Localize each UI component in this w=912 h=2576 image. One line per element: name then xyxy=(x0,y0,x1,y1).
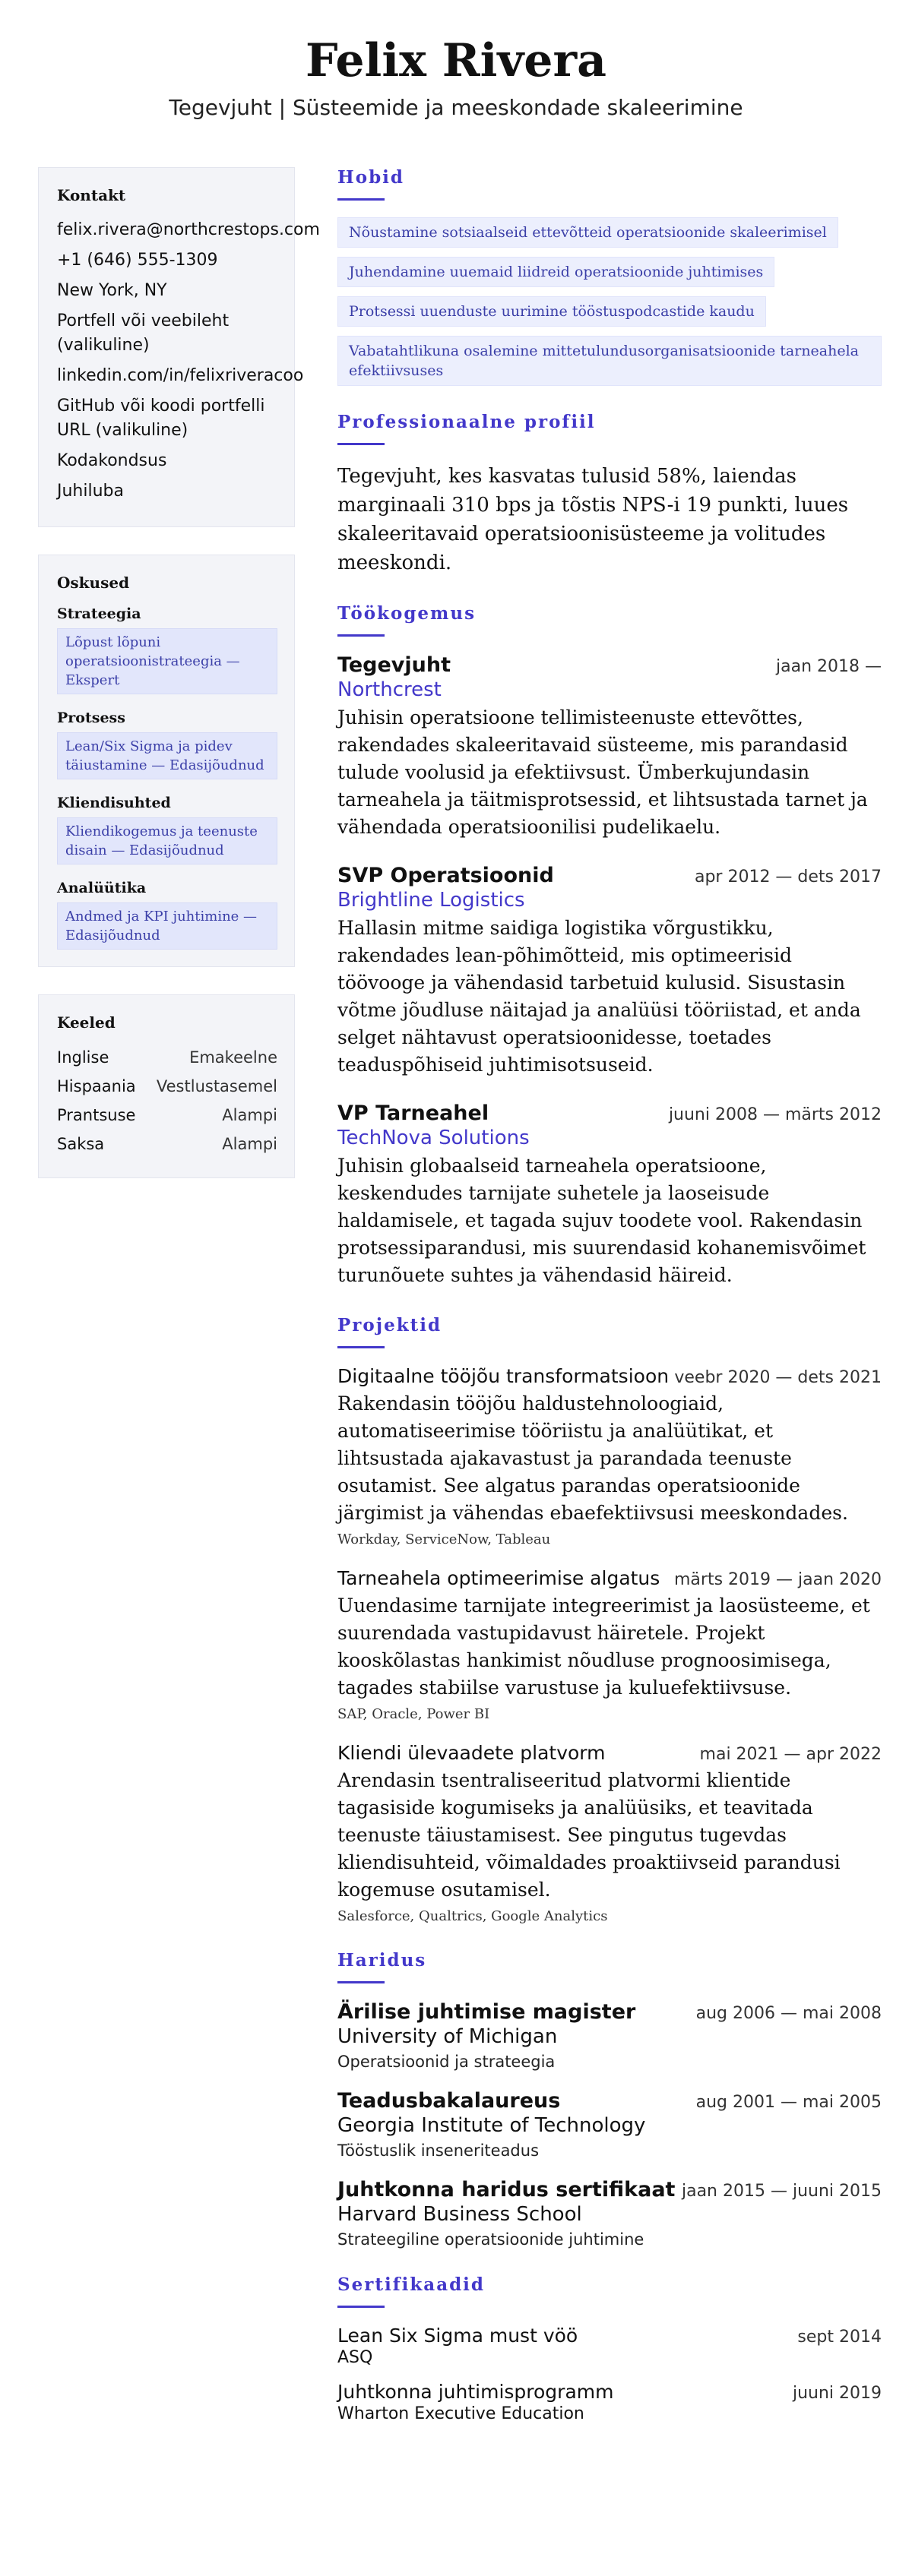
certification-date: sept 2014 xyxy=(797,2328,882,2347)
contact-phone[interactable]: +1 (646) 555-1309 xyxy=(57,251,218,270)
language-row xyxy=(57,1103,277,1127)
job-entry xyxy=(337,1102,882,1289)
hobby-list xyxy=(337,217,882,386)
project-title: Tarneahela optimeerimise algatus xyxy=(337,1567,660,1589)
hobby-chip: Protsessi uuenduste uurimine tööstuspodcastide kaudu xyxy=(337,296,766,327)
skill-group xyxy=(57,795,277,864)
certification-name: Juhtkonna juhtimisprogramm xyxy=(337,2381,614,2403)
education-date: aug 2006 — mai 2008 xyxy=(695,2004,882,2023)
certification-name: Lean Six Sigma must vöö xyxy=(337,2325,578,2347)
job-company: Northcrest xyxy=(337,678,442,701)
language-level: Alampi xyxy=(222,1106,277,1124)
skill-category: Kliendisuhted xyxy=(57,795,171,811)
contact-github: GitHub või koodi portfelli URL (valikuline) xyxy=(57,397,265,440)
contact-email[interactable]: felix.rivera@northcrestops.com xyxy=(57,220,320,239)
skill-chip: Lõpust lõpuni operatsioonistrateegia — Ekspert xyxy=(57,628,277,694)
profile-summary: Tegevjuht, kes kasvatas tulusid 58%, laiendas marginaali 310 bps ja tõstis NPS-i 19 punkti, luues skaleeritavaid operatsioonisüsteeme ja volitudes meeskondi. xyxy=(337,465,849,574)
project-entry xyxy=(337,1742,882,1924)
projects-section xyxy=(337,1315,882,1924)
education-school: University of Michigan xyxy=(337,2025,558,2048)
project-entry xyxy=(337,1365,882,1547)
job-description: Juhisin operatsioone tellimisteenuste ettevõttes, rakendades skaleeritavaid süsteeme, mis parandasid tulude voolusid ja efektiivsust. Ümberkujundasin tarneahela ja täitmisprotsessid, et lihtsustada tarnet ja vähendada operatsioonilisi pudelikaelu. xyxy=(337,706,868,838)
section-title: Haridus xyxy=(337,1950,427,1971)
languages-card xyxy=(38,994,295,1178)
hobbies-section xyxy=(337,167,882,386)
candidate-name: Felix Rivera xyxy=(306,34,606,87)
education-section xyxy=(337,1950,882,2249)
certification-issuer: ASQ xyxy=(337,2348,373,2367)
profile-section xyxy=(337,412,882,577)
contact-title: Kontakt xyxy=(57,186,126,204)
education-entry xyxy=(337,2000,882,2071)
job-date: jaan 2018 — xyxy=(776,657,882,676)
job-description: Juhisin globaalseid tarneahela operatsioone, keskendudes tarnijate suhetele ja laoseisude haldamisele, et tagada sujuv toodete vool. Rakendasin protsessiparandusi, mis suurendasid kohanemisvõimet turunõuete suhtes ja vähendasid häireid. xyxy=(337,1155,866,1286)
contact-linkedin[interactable]: linkedin.com/in/felixriveracoo xyxy=(57,366,304,385)
project-date: märts 2019 — jaan 2020 xyxy=(673,1570,882,1589)
skill-group xyxy=(57,880,277,950)
education-school: Harvard Business School xyxy=(337,2203,582,2226)
language-level: Alampi xyxy=(222,1135,277,1153)
resume-layout xyxy=(0,167,912,2449)
certifications-section xyxy=(337,2274,882,2423)
skill-group xyxy=(57,605,277,694)
resume-header xyxy=(0,0,912,123)
section-title: Projektid xyxy=(337,1315,442,1335)
skill-category: Analüütika xyxy=(57,880,147,896)
education-date: aug 2001 — mai 2005 xyxy=(695,2093,882,2112)
main-content xyxy=(337,167,882,2449)
project-description: Arendasin tsentraliseeritud platvormi klientide tagasiside kogumiseks ja analüüsiks, et teavitada teenuste täiustamisest. See pingutus tugevdas kliendisuhteid, võimaldades proaktiivseid parandusi kogemuse osutamisel. xyxy=(337,1769,841,1901)
job-entry xyxy=(337,653,882,841)
education-entry xyxy=(337,2089,882,2160)
skill-chip: Andmed ja KPI juhtimine — Edasijõudnud xyxy=(57,902,277,950)
language-name: Hispaania xyxy=(57,1077,136,1095)
section-underline xyxy=(337,443,385,445)
skills-title: Oskused xyxy=(57,574,130,592)
job-title: Tegevjuht xyxy=(337,653,451,677)
education-degree: Ärilise juhtimise magister xyxy=(337,2000,636,2024)
skill-group xyxy=(57,710,277,779)
certification-date: juuni 2019 xyxy=(792,2384,882,2403)
job-date: juuni 2008 — märts 2012 xyxy=(668,1105,882,1124)
skill-category: Protsess xyxy=(57,710,125,726)
hobby-chip: Nõustamine sotsiaalseid ettevõtteid operatsioonide skaleerimisel xyxy=(337,217,838,248)
education-date: jaan 2015 — juuni 2015 xyxy=(681,2182,882,2201)
section-title: Professionaalne profiil xyxy=(337,412,596,432)
contact-citizenship: Kodakondsus xyxy=(57,451,167,470)
job-date: apr 2012 — dets 2017 xyxy=(694,868,882,887)
contact-license: Juhiluba xyxy=(57,482,124,501)
contact-location: New York, NY xyxy=(57,281,167,300)
education-school: Georgia Institute of Technology xyxy=(337,2114,646,2137)
section-title: Sertifikaadid xyxy=(337,2274,485,2295)
section-title: Töökogemus xyxy=(337,603,477,624)
section-underline xyxy=(337,198,385,201)
language-row xyxy=(57,1074,277,1098)
contact-card xyxy=(38,167,320,527)
project-entry xyxy=(337,1567,882,1722)
skill-category: Strateegia xyxy=(57,605,141,622)
job-title: SVP Operatsioonid xyxy=(337,864,554,887)
hobby-chip: Juhendamine uuemaid liidreid operatsioonide juhtimises xyxy=(337,257,774,287)
hobby-chip: Vabatahtlikuna osalemine mittetulundusorganisatsioonide tarneahela efektiivsuses xyxy=(337,336,882,386)
education-entry xyxy=(337,2178,882,2249)
job-description: Hallasin mitme saidiga logistika võrgustikku, rakendades lean-põhimõtteid, mis optimeerisid töövooge ja vähendasid tarbetuid kulusid. Sisustasin võtme jõudluse näitajad ja analüüsi tööriistad, et anda selget nähtavust operatsioonidesse, toetades teaduspõhiseid juhtimisotsuseid. xyxy=(337,917,861,1076)
project-date: veebr 2020 — dets 2021 xyxy=(674,1368,882,1387)
section-underline xyxy=(337,2306,385,2308)
contact-portfolio: Portfell või veebileht (valikuline) xyxy=(57,311,230,355)
project-description: Rakendasin tööjõu haldustehnoloogiaid, automatiseerimise tööriistu ja analüütikat, et lihtsustada ajakavastust ja parandada teenuste osutamist. See algatus parandas operatsioonide järgimist ja vähendas ebaefektiivsusi meeskondades. xyxy=(337,1392,848,1524)
job-company: TechNova Solutions xyxy=(337,1127,530,1149)
education-degree: Teadusbakalaureus xyxy=(337,2089,561,2113)
project-tech: SAP, Oracle, Power BI xyxy=(337,1706,490,1722)
project-tech: Workday, ServiceNow, Tableau xyxy=(337,1531,551,1547)
project-description: Uuendasime tarnijate integreerimist ja laosüsteeme, et suurendada vastupidavust häiretele. Projekt kooskõlastas hankimist nõudluse prognoosimisega, tagades stabiilse varustuse ja kuluefektiivsuse. xyxy=(337,1595,870,1699)
language-level: Emakeelne xyxy=(189,1048,277,1067)
language-name: Inglise xyxy=(57,1048,109,1067)
certification-entry xyxy=(337,2381,882,2423)
candidate-headline: Tegevjuht | Süsteemide ja meeskondade skaleerimine xyxy=(169,95,743,120)
education-degree: Juhtkonna haridus sertifikaat xyxy=(337,2178,676,2201)
section-title: Hobid xyxy=(337,167,404,188)
language-name: Prantsuse xyxy=(57,1106,136,1124)
languages-title: Keeled xyxy=(57,1013,116,1032)
language-row xyxy=(57,1045,277,1070)
skills-card xyxy=(38,555,295,967)
job-entry xyxy=(337,864,882,1079)
language-row xyxy=(57,1132,277,1156)
experience-section xyxy=(337,603,882,1289)
section-underline xyxy=(337,1981,385,1983)
certification-entry xyxy=(337,2325,882,2367)
project-title: Kliendi ülevaadete platvorm xyxy=(337,1742,606,1764)
language-name: Saksa xyxy=(57,1135,105,1153)
skill-chip: Kliendikogemus ja teenuste disain — Edasijõudnud xyxy=(57,817,277,864)
language-level: Vestlustasemel xyxy=(156,1077,277,1095)
job-title: VP Tarneahel xyxy=(337,1102,489,1125)
skill-chip: Lean/Six Sigma ja pidev täiustamine — Edasijõudnud xyxy=(57,732,277,779)
project-tech: Salesforce, Qualtrics, Google Analytics xyxy=(337,1908,608,1924)
section-underline xyxy=(337,1346,385,1348)
sidebar xyxy=(38,167,320,2449)
project-title: Digitaalne tööjõu transformatsioon xyxy=(337,1365,670,1387)
job-company: Brightline Logistics xyxy=(337,889,525,912)
section-underline xyxy=(337,634,385,637)
certification-issuer: Wharton Executive Education xyxy=(337,2404,584,2423)
project-date: mai 2021 — apr 2022 xyxy=(699,1745,882,1764)
education-field: Strateegiline operatsioonide juhtimine xyxy=(337,2230,644,2249)
education-field: Tööstuslik inseneriteadus xyxy=(337,2141,540,2160)
education-field: Operatsioonid ja strateegia xyxy=(337,2053,556,2071)
